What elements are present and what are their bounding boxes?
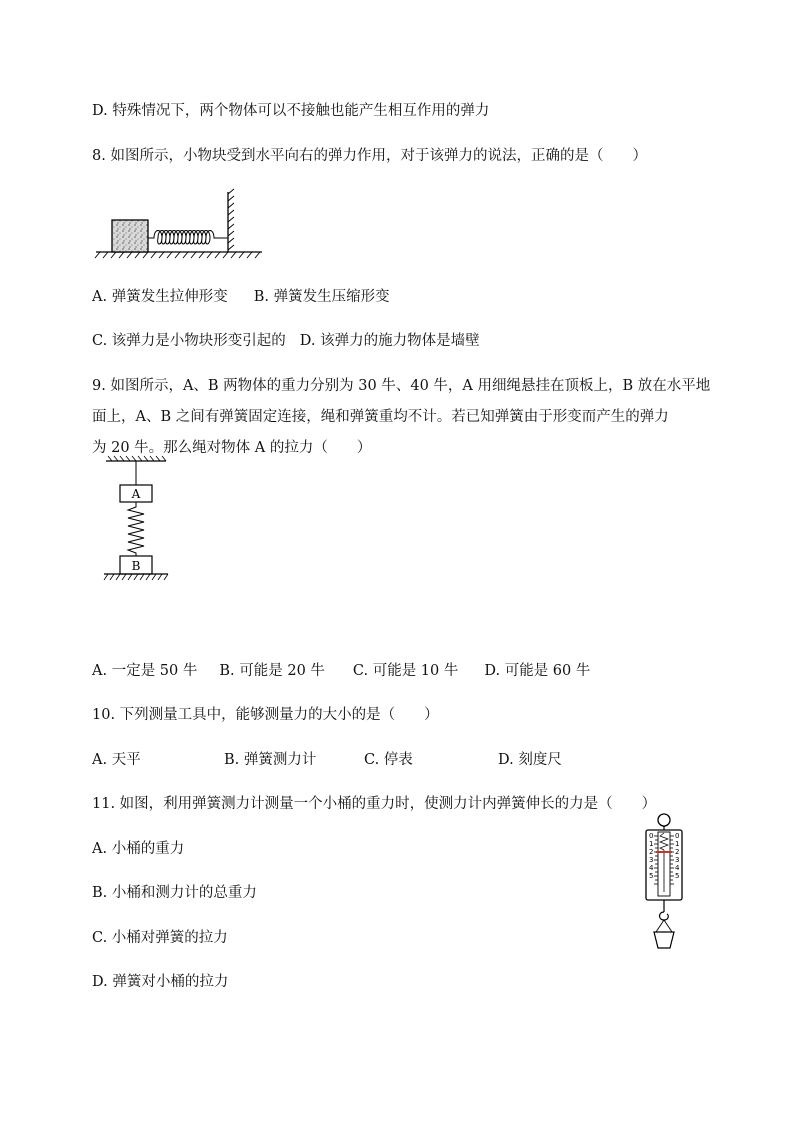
q9-option-b: B. 可能是 20 牛 [219,663,325,679]
q11-option-a: A. 小桶的重力 [92,841,185,857]
scale-label-left-3: 3 [649,856,654,864]
q8-option-c: C. 该弹力是小物块形变引起的 [92,333,286,349]
scale-label-left-4: 4 [649,864,654,872]
q10-option-d: D. 刻度尺 [498,752,562,768]
q11-stem: 11. 如图，利用弹簧测力计测量一个小桶的重力时，使测力计内弹簧伸长的力是（ ） [92,796,657,812]
q11-option-c: C. 小桶对弹簧的拉力 [92,930,228,946]
q8-options-row1 [92,287,390,307]
scale-label-left-1: 1 [649,840,654,848]
q8-stem: 8. 如图所示，小物块受到水平向右的弹力作用，对于该弹力的说法，正确的是（ ） [92,148,647,164]
q9-figure-hanging-ab [100,455,180,585]
q10-stem: 10. 下列测量工具中，能够测量力的大小的是（ ） [92,707,439,723]
scale-label-right-4: 4 [675,864,680,872]
q10-option-a: A. 天平 [92,752,141,768]
scale-label-left-2: 2 [649,848,654,856]
q9-options-row [92,661,590,681]
q10-option-c: C. 停表 [364,752,413,768]
q9-block-a-label: A [131,487,141,501]
q9-stem-line2: 面上，A、B 之间有弹簧固定连接，绳和弹簧重均不计。若已知弹簧由于形变而产生的弹力 [92,409,669,425]
scale-label-right-2: 2 [675,848,680,856]
q10-option-b: B. 弹簧测力计 [224,752,317,768]
scale-label-left-5: 5 [649,872,654,880]
q8-option-d: D. 该弹力的施力物体是墙壁 [299,333,480,349]
q9-stem-line1: 9. 如图所示，A、B 两物体的重力分别为 30 牛、40 牛，A 用细绳悬挂在顶板上，B 放在水平地 [92,378,711,394]
q9-option-d: D. 可能是 60 牛 [484,663,591,679]
q11-figure-spring-scale [640,812,688,954]
scale-label-right-5: 5 [675,872,680,880]
q8-option-b: B. 弹簧发生压缩形变 [253,289,390,305]
q8-figure-block-spring-wall [92,188,272,266]
q9-option-c: C. 可能是 10 牛 [352,663,459,679]
q9-stem-line3: 为 20 牛。那么绳对物体 A 的拉力（ ） [92,440,372,456]
scale-label-right-3: 3 [675,856,680,864]
q9-option-a: A. 一定是 50 牛 [92,663,198,679]
q11-option-b: B. 小桶和测力计的总重力 [92,885,257,901]
q8-options-row2 [92,331,480,351]
scale-label-left-0: 0 [649,832,654,840]
q8-option-a: A. 弹簧发生拉伸形变 [92,289,228,305]
scale-label-right-1: 1 [675,840,680,848]
q9-block-b-label: B [131,559,141,573]
q11-option-d: D. 弹簧对小桶的拉力 [92,974,229,990]
q7-option-d: D. 特殊情况下，两个物体可以不接触也能产生相互作用的弹力 [92,103,490,119]
scale-label-right-0: 0 [675,832,680,840]
